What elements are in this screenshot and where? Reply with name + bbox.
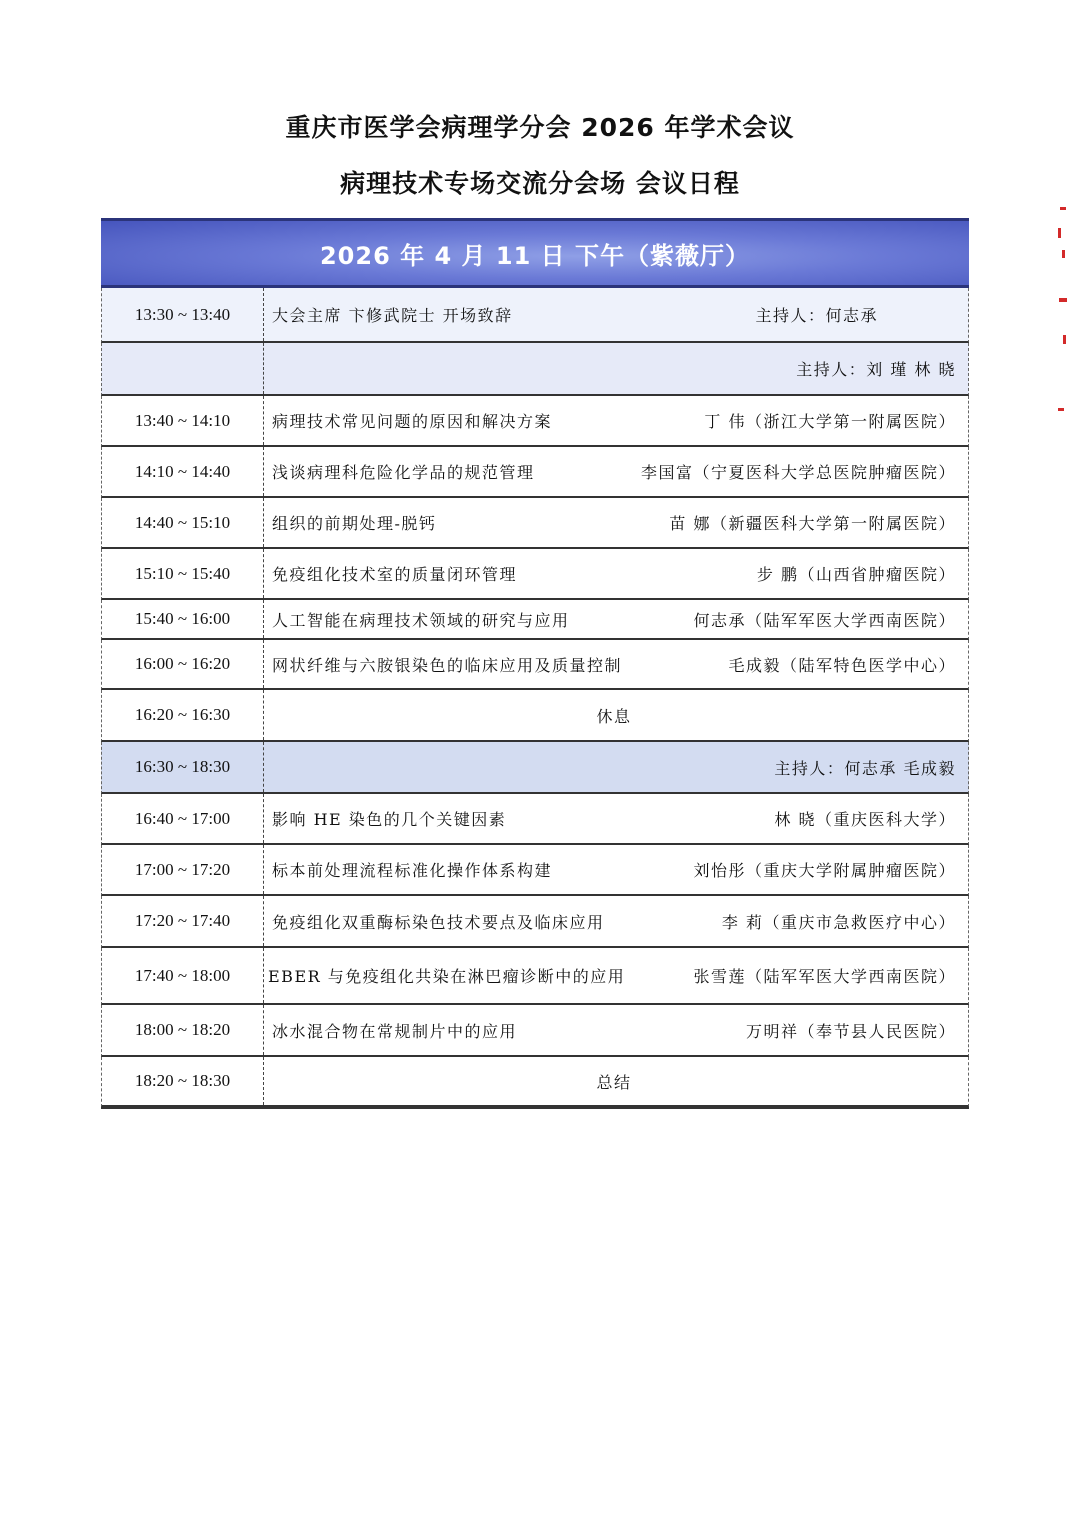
table-row <box>101 549 969 600</box>
stamp-mark <box>1058 408 1064 411</box>
table-row <box>101 288 969 343</box>
speaker-cell: 李国富（宁夏医科大学总医院肿瘤医院） <box>640 463 956 482</box>
topic-cell: 病理技术常见问题的原因和解决方案 <box>272 412 553 431</box>
time-cell: 16:30 ~ 18:30 <box>102 742 264 792</box>
table-row <box>101 396 969 447</box>
table-row <box>101 896 969 948</box>
time-cell: 16:20 ~ 16:30 <box>102 690 264 740</box>
speaker-cell: 林 晓（重庆医科大学） <box>774 810 956 829</box>
topic-cell: 网状纤维与六胺银染色的临床应用及质量控制 <box>272 655 623 675</box>
table-row <box>101 845 969 896</box>
time-cell: 16:40 ~ 17:00 <box>102 794 264 843</box>
document-title: 重庆市医学会病理学分会 2026 年学术会议 <box>285 113 795 142</box>
time-cell: 13:30 ~ 13:40 <box>102 288 264 341</box>
topic-cell: 组织的前期处理-脱钙 <box>272 514 437 533</box>
topic-cell: 人工智能在病理技术领域的研究与应用 <box>272 610 570 630</box>
break-cell: 休息 <box>596 706 632 726</box>
speaker-cell: 李 莉（重庆市急救医疗中心） <box>721 912 956 932</box>
time-cell: 16:00 ~ 16:20 <box>102 640 264 688</box>
topic-cell: 影响 HE 染色的几个关键因素 <box>272 810 507 829</box>
speaker-cell: 丁 伟（浙江大学第一附属医院） <box>704 412 956 431</box>
topic-cell: 大会主席 卞修武院士 开场致辞 <box>272 306 513 325</box>
stamp-mark <box>1063 335 1066 344</box>
topic-cell: 冰水混合物在常规制片中的应用 <box>272 1021 518 1041</box>
stamp-mark <box>1059 298 1067 302</box>
speaker-cell: 刘怡彤（重庆大学附属肿瘤医院） <box>693 861 956 880</box>
schedule-table <box>101 218 969 1109</box>
time-cell <box>102 343 264 394</box>
speaker-cell: 何志承（陆军军医大学西南医院） <box>693 610 956 630</box>
host-cell: 主持人：何志承 <box>755 306 878 325</box>
speaker-cell: 毛成毅（陆军特色医学中心） <box>728 655 956 675</box>
stamp-mark <box>1058 228 1061 238</box>
stamp-mark <box>1060 207 1066 210</box>
time-cell: 17:40 ~ 18:00 <box>102 948 264 1003</box>
topic-cell: 免疫组化技术室的质量闭环管理 <box>272 565 518 584</box>
table-row <box>101 1057 969 1107</box>
time-cell: 17:00 ~ 17:20 <box>102 845 264 894</box>
topic-cell: 免疫组化双重酶标染色技术要点及临床应用 <box>272 912 605 932</box>
table-row <box>101 948 969 1005</box>
table-row <box>101 600 969 640</box>
time-cell: 18:00 ~ 18:20 <box>102 1005 264 1055</box>
time-cell: 15:40 ~ 16:00 <box>102 600 264 638</box>
speaker-cell: 步 鹏（山西省肿瘤医院） <box>756 565 956 584</box>
table-row <box>101 447 969 498</box>
speaker-cell: 张雪莲（陆军军医大学西南医院） <box>693 967 956 986</box>
topic-cell: EBER 与免疫组化共染在淋巴瘤诊断中的应用 <box>268 967 626 986</box>
table-row <box>101 640 969 690</box>
table-row <box>101 742 969 794</box>
table-row <box>101 690 969 742</box>
time-cell: 17:20 ~ 17:40 <box>102 896 264 946</box>
document-subtitle: 病理技术专场交流分会场 会议日程 <box>340 169 740 198</box>
speaker-cell: 苗 娜（新疆医科大学第一附属医院） <box>669 514 956 533</box>
time-cell: 14:10 ~ 14:40 <box>102 447 264 496</box>
time-cell: 18:20 ~ 18:30 <box>102 1057 264 1105</box>
time-cell: 13:40 ~ 14:10 <box>102 396 264 445</box>
table-row <box>101 1005 969 1057</box>
table-row <box>101 498 969 549</box>
summary-cell: 总结 <box>596 1072 632 1092</box>
table-row <box>101 343 969 396</box>
session-banner: 2026 年 4 月 11 日 下午（紫薇厅） <box>101 218 969 288</box>
host-cell: 主持人：刘 瑾 林 晓 <box>796 360 956 379</box>
stamp-mark <box>1062 250 1065 258</box>
time-cell: 14:40 ~ 15:10 <box>102 498 264 547</box>
topic-cell: 浅谈病理科危险化学品的规范管理 <box>272 463 535 482</box>
host-cell: 主持人：何志承 毛成毅 <box>774 758 956 778</box>
time-cell: 15:10 ~ 15:40 <box>102 549 264 598</box>
table-row <box>101 794 969 845</box>
topic-cell: 标本前处理流程标准化操作体系构建 <box>272 861 553 880</box>
speaker-cell: 万明祥（奉节县人民医院） <box>745 1021 956 1041</box>
